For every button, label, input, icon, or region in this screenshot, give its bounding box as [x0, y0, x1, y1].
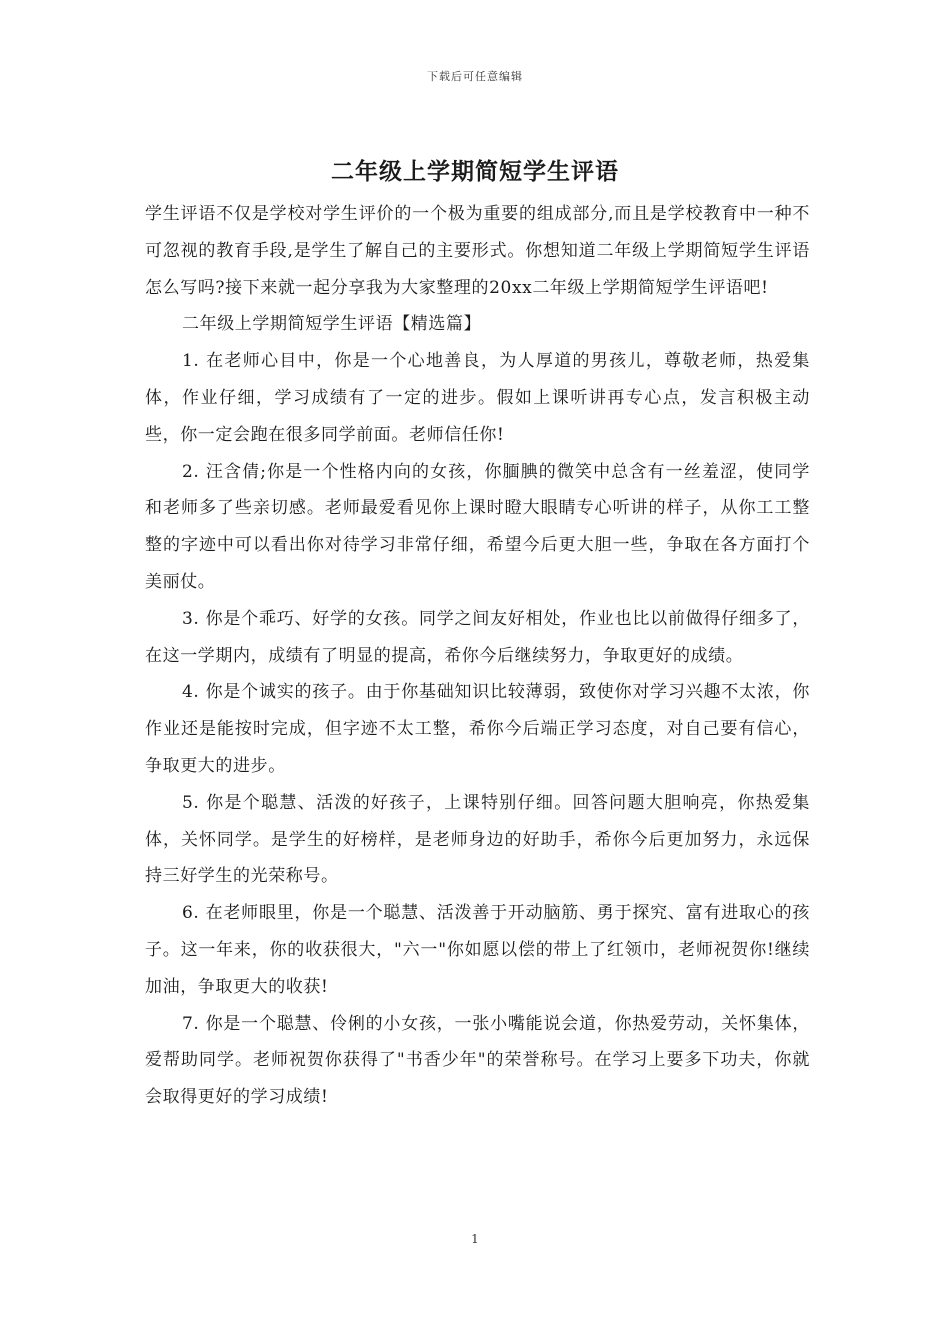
- comment-item-3: 3. 你是个乖巧、好学的女孩。同学之间友好相处，作业也比以前做得仔细多了，在这一学期内，成绩有了明显的提高，希你今后继续努力，争取更好的成绩。: [145, 608, 810, 666]
- page-number: 1: [471, 1232, 479, 1246]
- comment-item-1: 1. 在老师心目中，你是一个心地善良，为人厚道的男孩儿，尊敬老师，热爱集体，作业仔细，学习成绩有了一定的进步。假如上课听讲再专心点，发言积极主动些，你一定会跑在很多同学前面。老师信任你!: [145, 351, 810, 445]
- comment-item-6: 6. 在老师眼里，你是一个聪慧、活泼善于开动脑筋、勇于探究、富有进取心的孩子。这一年来，你的收获很大，"六一"你如愿以偿的带上了红领巾，老师祝贺你!继续加油，争取更大的收获!: [145, 903, 810, 997]
- header-note: 下载后可任意编辑: [427, 70, 523, 83]
- document-body: [145, 196, 810, 1116]
- comment-item-7: 7. 你是一个聪慧、伶俐的小女孩，一张小嘴能说会道，你热爱劳动，关怀集体，爱帮助同学。老师祝贺你获得了"书香少年"的荣誉称号。在学习上要多下功夫，你就会取得更好的学习成绩!: [145, 1013, 810, 1108]
- comment-item-5: 5. 你是个聪慧、活泼的好孩子，上课特别仔细。回答问题大胆响亮，你热爱集体，关怀同学。是学生的好榜样，是老师身边的好助手，希你今后更加努力，永远保持三好学生的光荣称号。: [145, 792, 810, 887]
- section-heading: 二年级上学期简短学生评语【精选篇】: [182, 314, 482, 335]
- document-title: 二年级上学期简短学生评语: [331, 158, 619, 185]
- intro-paragraph: 学生评语不仅是学校对学生评价的一个极为重要的组成部分,而且是学校教育中一种不可忽视的教育手段,是学生了解自己的主要形式。你想知道二年级上学期简短学生评语怎么写吗?接下来就一起分享我为大家整理的20xx二年级上学期简短学生评语吧!: [145, 204, 810, 298]
- comment-item-4: 4. 你是个诚实的孩子。由于你基础知识比较薄弱，致使你对学习兴趣不太浓，你作业还是能按时完成，但字迹不太工整，希你今后端正学习态度，对自己要有信心，争取更大的进步。: [145, 682, 810, 776]
- comment-item-2: 2. 汪含倩;你是一个性格内向的女孩，你腼腆的微笑中总含有一丝羞涩，使同学和老师多了些亲切感。老师最爱看见你上课时瞪大眼睛专心听讲的样子，从你工工整整的字迹中可以看出你对待学习非常仔细，希望今后更大胆一些，争取在各方面打个美丽仗。: [145, 461, 810, 592]
